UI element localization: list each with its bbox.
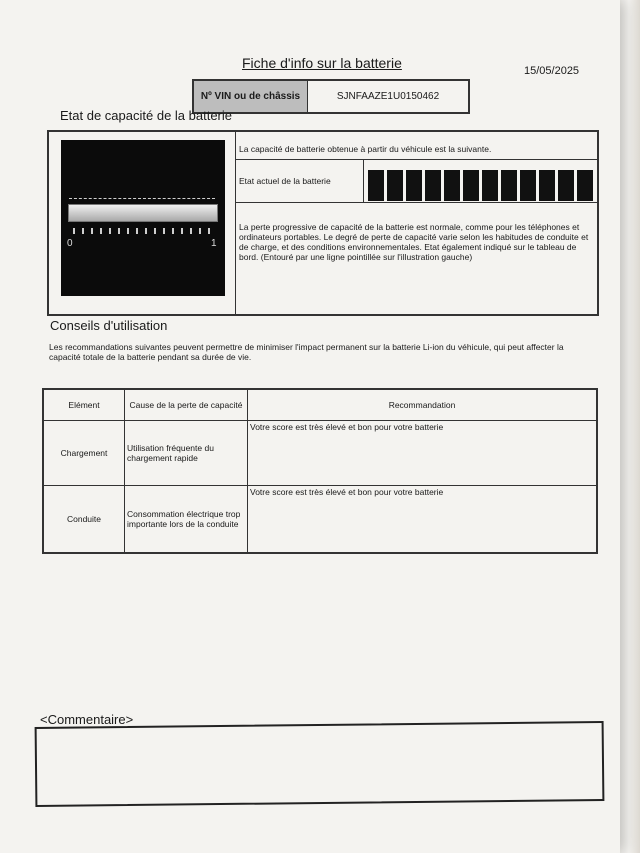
capacity-heading: Etat de capacité de la batterie bbox=[60, 108, 233, 123]
gauge-ticks bbox=[73, 228, 213, 234]
capacity-details bbox=[235, 132, 597, 314]
document-date: 15/05/2025 bbox=[524, 65, 580, 77]
capacity-gauge-bar bbox=[68, 204, 218, 222]
vin-value: SJNFAAZE1U0150462 bbox=[336, 91, 440, 102]
advice-heading: Conseils d'utilisation bbox=[50, 318, 168, 333]
table-row bbox=[43, 486, 597, 553]
table-header-row bbox=[43, 389, 597, 421]
capacity-segment bbox=[577, 170, 593, 201]
dotted-outline bbox=[69, 198, 215, 199]
dashboard-gauge-image bbox=[61, 140, 225, 296]
capacity-segment bbox=[406, 170, 422, 201]
vin-label: Nº VIN ou de châssis bbox=[194, 81, 308, 112]
comment-box bbox=[35, 721, 605, 807]
recommendation-table bbox=[42, 388, 598, 554]
table-row bbox=[43, 421, 597, 486]
vin-box bbox=[192, 79, 470, 114]
capacity-segment bbox=[387, 170, 403, 201]
column-header-element: Elément bbox=[43, 389, 125, 421]
capacity-panel bbox=[47, 130, 599, 316]
current-state-label: Etat actuel de la batterie bbox=[236, 160, 364, 202]
capacity-segment bbox=[425, 170, 441, 201]
comment-heading: <Commentaire> bbox=[40, 712, 134, 727]
capacity-segment bbox=[368, 170, 384, 201]
capacity-description: La perte progressive de capacité de la batterie est normale, comme pour les téléphones et ordinateurs portables. Le degré de perte de capacité varie selon les habitudes de conduite et de charge, et des conditions environnementales. Etat également indiqué sur le tableau de bord. (Entouré par une ligne pointillée sur l'illustration gauche) bbox=[239, 222, 589, 262]
advice-intro: Les recommandations suivantes peuvent permettre de minimiser l'impact permanent sur la batterie Li-ion du véhicule, qui peut affecter la capacité totale de la batterie pendant sa durée de vie. bbox=[49, 342, 564, 362]
capacity-intro: La capacité de batterie obtenue à partir du véhicule est la suivante. bbox=[236, 132, 597, 160]
gauge-max-label: 1 bbox=[211, 238, 217, 249]
column-header-cause: Cause de la perte de capacité bbox=[125, 389, 248, 421]
capacity-segment bbox=[501, 170, 517, 201]
capacity-segment bbox=[520, 170, 536, 201]
current-state-row bbox=[236, 160, 597, 203]
document-title: Fiche d'info sur la batterie bbox=[242, 55, 402, 71]
gauge-min-label: 0 bbox=[67, 238, 73, 249]
capacity-segment bbox=[558, 170, 574, 201]
capacity-segment bbox=[482, 170, 498, 201]
row-recommendation: Votre score est très élevé et bon pour votre batterie bbox=[248, 486, 598, 553]
row-recommendation: Votre score est très élevé et bon pour votre batterie bbox=[248, 421, 598, 486]
capacity-segment bbox=[539, 170, 555, 201]
column-header-recommendation: Recommandation bbox=[248, 389, 598, 421]
row-element: Chargement bbox=[43, 421, 125, 486]
capacity-segment bbox=[463, 170, 479, 201]
row-cause: Consommation électrique trop importante lors de la conduite bbox=[125, 486, 248, 553]
capacity-segment bbox=[444, 170, 460, 201]
row-element: Conduite bbox=[43, 486, 125, 553]
row-cause: Utilisation fréquente du chargement rapide bbox=[125, 421, 248, 486]
capacity-segments bbox=[368, 170, 593, 201]
